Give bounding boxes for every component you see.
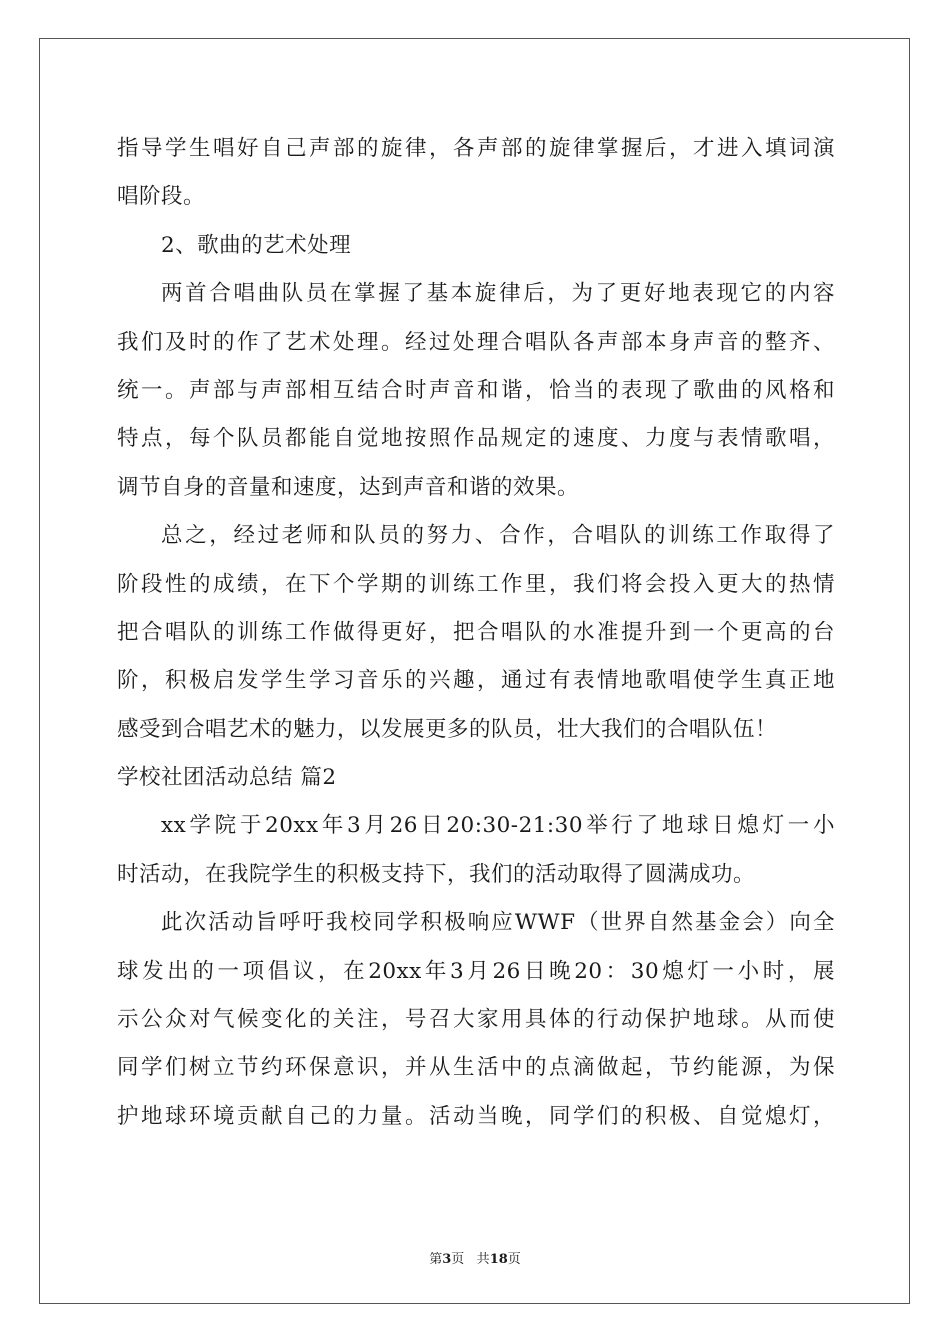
text-line: 唱阶段。 xyxy=(117,184,206,210)
text-line: xx学院于20xx年3月26日20:30-21:30举行了地球日熄灯一小 xyxy=(161,813,835,839)
text-line: 指导学生唱好自己声部的旋律，各声部的旋律掌握后，才进入填词演 xyxy=(117,136,835,161)
text-line: 时活动，在我院学生的积极支持下，我们的活动取得了圆满成功。 xyxy=(117,861,756,887)
text-line: 此次活动旨呼吁我校同学积极响应WWF（世界自然基金会）向全 xyxy=(161,910,835,936)
footer-total-unit: 页 xyxy=(507,1252,521,1267)
text-line: 感受到合唱艺术的魅力，以发展更多的队员，壮大我们的合唱队伍！ xyxy=(117,716,778,742)
footer-prefix: 第 xyxy=(429,1252,443,1267)
text-line: 学校社团活动总结 篇2 xyxy=(117,765,337,791)
current-page-number: 3 xyxy=(442,1252,452,1267)
total-page-number: 18 xyxy=(489,1252,508,1267)
text-line: 阶，积极启发学生学习音乐的兴趣，通过有表情地歌唱使学生真正地 xyxy=(117,668,835,694)
text-line: 护地球环境贡献自己的力量。活动当晚，同学们的积极、自觉熄灯， xyxy=(117,1103,835,1129)
text-line: 总之，经过老师和队员的努力、合作，合唱队的训练工作取得了 xyxy=(161,523,835,549)
text-line: 2、歌曲的艺术处理 xyxy=(161,232,352,258)
document-body xyxy=(117,125,835,1141)
footer-total-prefix: 共 xyxy=(476,1252,490,1267)
text-line: 特点，每个队员都能自觉地按照作品规定的速度、力度与表情歌唱， xyxy=(117,426,835,452)
text-line: 调节自身的音量和速度，达到声音和谐的效果。 xyxy=(117,474,580,500)
text-line: 把合唱队的训练工作做得更好，把合唱队的水准提升到一个更高的台 xyxy=(117,619,835,645)
page-footer xyxy=(0,1248,950,1267)
text-line: 示公众对气候变化的关注，号召大家用具体的行动保护地球。从而使 xyxy=(117,1007,835,1033)
text-line: 同学们树立节约环保意识，并从生活中的点滴做起，节约能源，为保 xyxy=(117,1055,835,1081)
text-line: 我们及时的作了艺术处理。经过处理合唱队各声部本身声音的整齐、 xyxy=(117,329,835,355)
text-line: 阶段性的成绩，在下个学期的训练工作里，我们将会投入更大的热情 xyxy=(117,571,835,597)
text-line: 球发出的一项倡议，在20xx年3月26日晚20：30熄灯一小时，展 xyxy=(117,958,835,984)
text-line: 两首合唱曲队员在掌握了基本旋律后，为了更好地表现它的内容 xyxy=(161,281,835,307)
footer-page-unit: 页 xyxy=(451,1252,465,1267)
text-line: 统一。声部与声部相互结合时声音和谐，恰当的表现了歌曲的风格和 xyxy=(117,377,835,403)
